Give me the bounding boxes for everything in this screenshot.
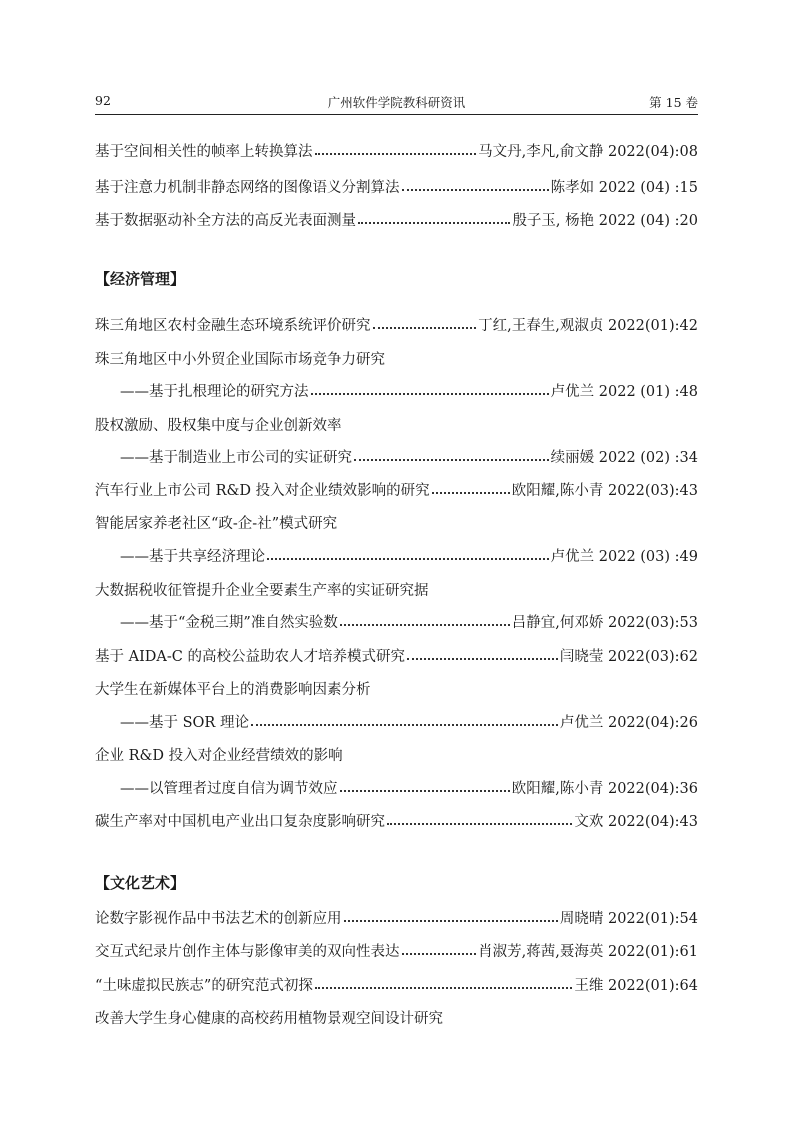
- entry-title: 改善大学生身心健康的高校药用植物景观空间设计研究: [95, 1010, 443, 1027]
- entry-title: 珠三角地区中小外贸企业国际市场竞争力研究: [95, 351, 385, 368]
- toc-entry-subtitle: [120, 608, 698, 634]
- dot-leader: [265, 542, 551, 568]
- entry-title: ——以管理者过度自信为调节效应: [120, 780, 338, 797]
- toc-entry: [95, 642, 698, 668]
- dot-leader: [430, 476, 512, 502]
- toc-entry: [95, 311, 698, 337]
- entry-title: 企业 R&D 投入对企业经营绩效的影响: [95, 747, 343, 764]
- dot-leader: [342, 904, 560, 930]
- toc-entry: [95, 1004, 698, 1030]
- entry-title: 交互式纪录片创作主体与影像审美的双向性表达: [95, 943, 400, 960]
- entry-title: ——基于制造业上市公司的实证研究: [120, 449, 352, 466]
- dot-leader: [338, 774, 512, 800]
- dot-leader: [352, 443, 551, 469]
- dot-leader: [400, 937, 479, 963]
- entry-title: ——基于 SOR 理论: [120, 714, 249, 731]
- entry-reference: 卢优兰 2022 (03) :49: [550, 548, 698, 565]
- entry-reference: 马文丹,李凡,俞文静 2022(04):08: [478, 143, 698, 160]
- entry-reference: 肖淑芳,蒋茜,聂海英 2022(01):61: [478, 943, 698, 960]
- section-heading-arts: 【文化艺术】: [95, 874, 186, 892]
- entry-reference: 陈孝如 2022 (04) :15: [550, 179, 698, 196]
- dot-leader: [313, 971, 575, 997]
- volume-label: 第 15 卷: [649, 95, 698, 110]
- entry-title: 大学生在新媒体平台上的消费影响因素分析: [95, 681, 371, 698]
- entry-title: “土味虚拟民族志”的研究范式初探: [95, 977, 313, 994]
- entry-reference: 卢优兰 2022(04):26: [559, 714, 698, 731]
- entry-title: ——基于共享经济理论: [120, 548, 265, 565]
- dot-leader: [313, 137, 479, 163]
- entry-title: 大数据税收征管提升企业全要素生产率的实证研究据: [95, 582, 429, 599]
- entry-reference: 周晓晴 2022(01):54: [559, 910, 698, 927]
- toc-entry: [95, 173, 698, 199]
- section-heading-economy: 【经济管理】: [95, 270, 186, 288]
- entry-reference: 欧阳耀,陈小青 2022(04):36: [511, 780, 698, 797]
- entry-title: 股权激励、股权集中度与企业创新效率: [95, 417, 342, 434]
- entry-reference: 卢优兰 2022 (01) :48: [550, 383, 698, 400]
- page-number: 92: [95, 93, 111, 108]
- toc-entry: [95, 807, 698, 833]
- entry-title: 珠三角地区农村金融生态环境系统评价研究: [95, 317, 371, 334]
- dot-leader: [309, 377, 551, 403]
- toc-entry: [95, 345, 698, 371]
- journal-title: 广州软件学院教科研资讯: [327, 95, 466, 110]
- entry-title: 论数字影视作品中书法艺术的创新应用: [95, 910, 342, 927]
- toc-entry-subtitle: [120, 774, 698, 800]
- entry-title: 汽车行业上市公司 R&D 投入对企业绩效影响的研究: [95, 482, 430, 499]
- toc-entry: [95, 476, 698, 502]
- toc-entry: [95, 206, 698, 232]
- entry-reference: 续丽媛 2022 (02) :34: [550, 449, 698, 466]
- toc-entry: [95, 741, 698, 767]
- toc-entry: [95, 137, 698, 163]
- toc-entry: [95, 904, 698, 930]
- toc-entry-subtitle: [120, 542, 698, 568]
- dot-leader: [405, 642, 560, 668]
- toc-entry: [95, 576, 698, 602]
- dot-leader: [249, 708, 560, 734]
- dot-leader: [371, 311, 479, 337]
- entry-title: 基于空间相关性的帧率上转换算法: [95, 143, 313, 160]
- entry-reference: 闫晓莹 2022(03):62: [559, 648, 698, 665]
- entry-title: 基于 AIDA-C 的高校公益助农人才培养模式研究: [95, 648, 406, 665]
- entry-reference: 吕静宜,何邓娇 2022(03):53: [511, 614, 698, 631]
- entry-reference: 欧阳耀,陈小青 2022(03):43: [511, 482, 698, 499]
- entry-title: 基于注意力机制非静态网络的图像语义分割算法: [95, 179, 400, 196]
- entry-reference: 文欢 2022(04):43: [574, 813, 698, 830]
- entry-title: 基于数据驱动补全方法的高反光表面测量: [95, 212, 356, 229]
- dot-leader: [385, 807, 574, 833]
- toc-entry: [95, 937, 698, 963]
- toc-entry: [95, 509, 698, 535]
- entry-title: 碳生产率对中国机电产业出口复杂度影响研究: [95, 813, 385, 830]
- toc-entry: [95, 411, 698, 437]
- entry-title: 智能居家养老社区“政-企-社”模式研究: [95, 515, 338, 532]
- dot-leader: [400, 173, 551, 199]
- toc-entry-subtitle: [120, 377, 698, 403]
- entry-title: ——基于扎根理论的研究方法: [120, 383, 309, 400]
- dot-leader: [356, 206, 512, 232]
- toc-entry-subtitle: [120, 708, 698, 734]
- entry-reference: 殷子玉, 杨艳 2022 (04) :20: [512, 212, 698, 229]
- toc-entry-subtitle: [120, 443, 698, 469]
- entry-reference: 丁红,王春生,观淑贞 2022(01):42: [478, 317, 698, 334]
- toc-entry: [95, 971, 698, 997]
- entry-reference: 王维 2022(01):64: [574, 977, 698, 994]
- toc-entry: [95, 675, 698, 701]
- dot-leader: [338, 608, 512, 634]
- entry-title: ——基于“金税三期”准自然实验数: [120, 614, 338, 631]
